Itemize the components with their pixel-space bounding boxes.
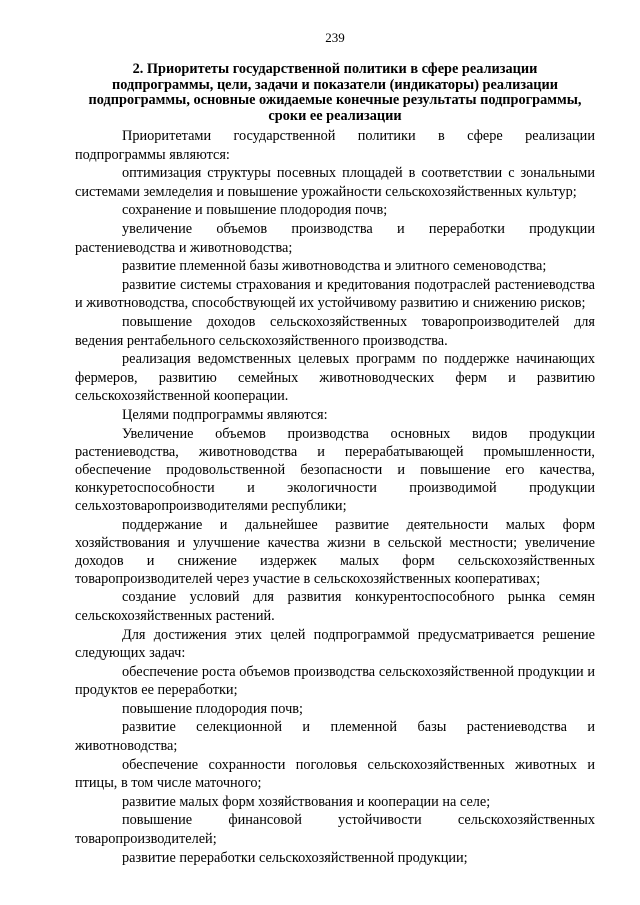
paragraph-priority-production-volumes: увеличение объемов производства и переработки продукции растениеводства и животноводства; — [75, 220, 595, 256]
paragraph-task-production-growth: обеспечение роста объемов производства сельскохозяйственной продукции и продуктов ее переработки; — [75, 663, 595, 699]
paragraph-goal-small-farms: поддержание и дальнейшее развитие деятельности малых форм хозяйствования и улучшение качества жизни в сельской местности; увеличение доходов и снижение издержек малых форм сельскохозяйственных товаропроизводителей через участие в сельскохозяйственных кооперативах; — [75, 516, 595, 588]
paragraph-priority-breeding-base: развитие племенной базы животноводства и элитного семеноводства; — [122, 258, 547, 275]
paragraph-tasks-intro: Для достижения этих целей подпрограммой предусматривается решение следующих задач: — [75, 626, 595, 662]
paragraph-priority-soil-fertility: сохранение и повышение плодородия почв; — [122, 202, 388, 219]
page-number: 239 — [325, 30, 345, 45]
paragraph-priority-producer-income: повышение доходов сельскохозяйственных товаропроизводителей для ведения рентабельного сельскохозяйственного производства. — [75, 313, 595, 349]
paragraph-priority-target-programs: реализация ведомственных целевых программ по поддержке начинающих фермеров, развитию семейных животноводческих ферм и развитию сельскохозяйственной кооперации. — [75, 351, 595, 405]
paragraph-priorities-intro: Приоритетами государственной политики в сфере реализации подпрограммы являются: — [75, 128, 595, 163]
section-title: 2. Приоритеты государственной политики в сфере реализации подпрограммы, цели, задачи и показатели (индикаторы) реализации подпрограммы, основные ожидаемые конечные результаты подпрограммы, сроки ее реализации — [88, 61, 582, 124]
paragraph-goal-production-increase: Увеличение объемов производства основных видов продукции растениеводства, животноводства и перерабатывающей промышленности, обеспечение продовольственной безопасности и повышение его качества, конкуретоспособности и экологичности производимой продукции сельхозтоваропроизводителями республики; — [75, 425, 595, 515]
paragraph-priority-crop-structure: оптимизация структуры посевных площадей в соответствии с зональными системами земледелия и повышение урожайности сельскохозяйственных культур; — [75, 165, 595, 200]
paragraph-task-processing: развитие переработки сельскохозяйственной продукции; — [122, 849, 468, 866]
paragraph-priority-insurance-credit: развитие системы страхования и кредитования подотраслей растениеводства и животноводства, способствующей их устойчивому развитию и снижению рисков; — [75, 276, 595, 312]
paragraph-task-small-farms-cooperation: развитие малых форм хозяйствования и кооперации на селе; — [122, 793, 491, 810]
paragraph-task-selection-base: развитие селекционной и племенной базы растениеводства и животноводства; — [75, 719, 595, 755]
paragraph-task-soil-fertility: повышение плодородия почв; — [122, 700, 303, 717]
paragraph-task-financial-stability: повышение финансовой устойчивости сельскохозяйственных товаропроизводителей; — [75, 812, 595, 848]
paragraph-task-livestock-preservation: обеспечение сохранности поголовья сельскохозяйственных животных и птицы, в том числе маточного; — [75, 756, 595, 792]
paragraph-goals-intro: Целями подпрограммы являются: — [122, 406, 328, 423]
paragraph-goal-seed-market: создание условий для развития конкурентоспособного рынка семян сельскохозяйственных растений. — [75, 589, 595, 624]
document-page — [75, 30, 595, 867]
